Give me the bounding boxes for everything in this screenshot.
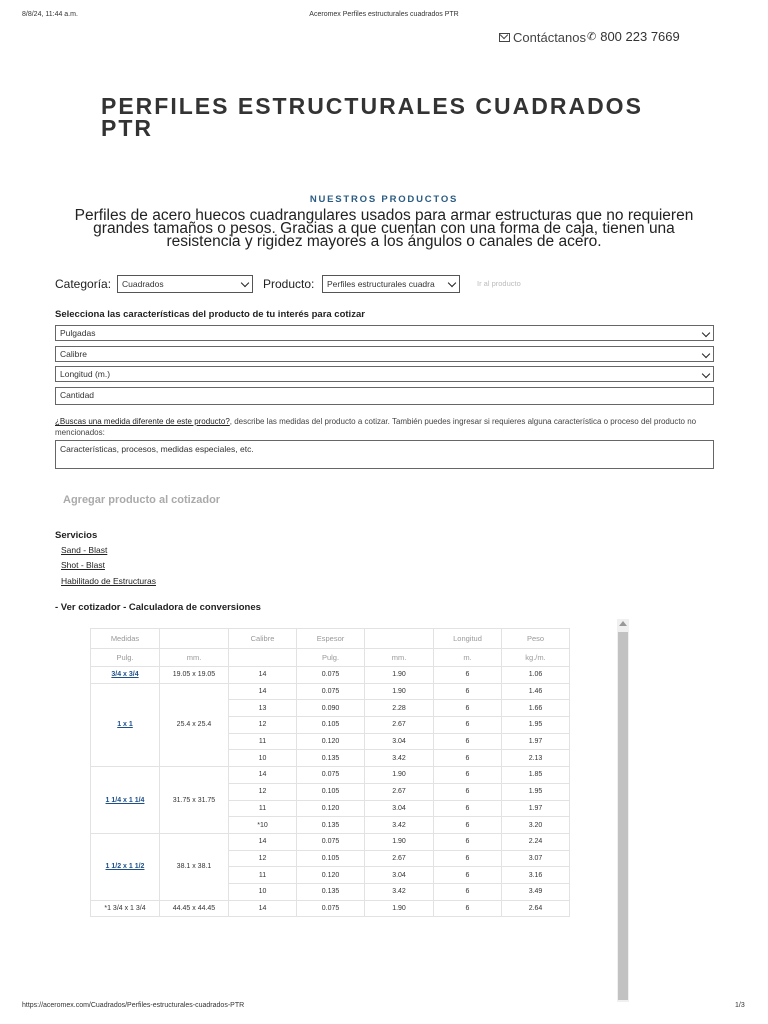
weight-cell: 2.24 [502,833,570,850]
gauge-cell: 14 [229,683,297,700]
table-header: Longitud [434,629,502,649]
table-subheader [229,649,297,667]
gauge-cell: 14 [229,767,297,784]
product-value: Perfiles estructurales cuadra [327,279,435,289]
weight-cell: 1.46 [502,683,570,700]
table-subheader: mm. [365,649,434,667]
size-mm-cell: 38.1 x 38.1 [160,833,229,900]
gauge-cell: 11 [229,800,297,817]
specs-textarea[interactable] [55,440,714,469]
length-cell: 6 [434,683,502,700]
size-inches-cell[interactable]: 3/4 x 3/4 [91,667,160,684]
gauge-select[interactable] [55,346,714,362]
table-body [91,667,570,917]
weight-cell: 3.20 [502,817,570,834]
service-link-sand-blast[interactable]: Sand - Blast [61,545,108,555]
gauge-cell: 14 [229,667,297,684]
thickness-mm-cell: 2.67 [365,783,434,800]
length-cell: 6 [434,717,502,734]
thickness-in-cell: 0.135 [297,750,365,767]
thickness-mm-cell: 1.90 [365,667,434,684]
custom-size-text: , describe las medidas del producto a cotizar. También puedes ingresar si requieres alguna característica o proceso del producto no mencionados: [55,417,697,437]
thickness-in-cell: 0.105 [297,783,365,800]
unit-select[interactable] [55,325,714,341]
chevron-down-icon [702,350,710,358]
size-mm-cell: 19.05 x 19.05 [160,667,229,684]
weight-cell: 1.97 [502,800,570,817]
thickness-mm-cell: 2.67 [365,850,434,867]
custom-size-link[interactable]: ¿Buscas una medida diferente de este producto? [55,417,230,426]
thickness-mm-cell: 1.90 [365,900,434,917]
thickness-in-cell: 0.120 [297,733,365,750]
phone-number: 800 223 7669 [600,29,680,44]
product-label: Producto: [263,277,315,291]
length-cell: 6 [434,783,502,800]
thickness-mm-cell: 3.42 [365,883,434,900]
print-datetime: 8/8/24, 11:44 a.m. [22,11,78,18]
thickness-in-cell: 0.120 [297,800,365,817]
thickness-in-cell: 0.075 [297,833,365,850]
weight-cell: 3.49 [502,883,570,900]
length-cell: 6 [434,733,502,750]
scroll-up-arrow-icon[interactable] [619,621,627,626]
section-kicker: NUESTROS PRODUCTOS [309,194,459,205]
gauge-cell: 12 [229,717,297,734]
gauge-cell: 11 [229,867,297,884]
thickness-mm-cell: 1.90 [365,833,434,850]
weight-cell: 1.95 [502,783,570,800]
print-url: https://aceromex.com/Cuadrados/Perfiles-estructurales-cuadrados-PTR [22,1002,245,1009]
thickness-in-cell: 0.090 [297,700,365,717]
thickness-mm-cell: 3.04 [365,733,434,750]
table-header: Calibre [229,629,297,649]
length-select-value: Longitud (m.) [60,369,111,379]
table-subheader-row [91,649,570,667]
size-mm-cell: 44.45 x 44.45 [160,900,229,917]
thickness-in-cell: 0.075 [297,900,365,917]
services-title: Servicios [55,530,98,541]
weight-cell: 3.07 [502,850,570,867]
thickness-in-cell: 0.105 [297,717,365,734]
weight-cell: 1.97 [502,733,570,750]
gauge-cell: 12 [229,850,297,867]
chevron-down-icon [448,279,456,287]
table-row [91,667,570,684]
gauge-cell: 13 [229,700,297,717]
thickness-mm-cell: 2.28 [365,700,434,717]
gauge-cell: 10 [229,883,297,900]
table-subheader: Pulg. [297,649,365,667]
print-page-title: Aceromex Perfiles estructurales cuadrados PTR [309,11,459,18]
gauge-cell: 14 [229,900,297,917]
thickness-mm-cell: 1.90 [365,683,434,700]
quantity-placeholder: Cantidad [60,390,95,400]
thickness-mm-cell: 3.42 [365,750,434,767]
category-value: Cuadrados [122,279,164,289]
length-cell: 6 [434,900,502,917]
product-select[interactable] [322,275,460,293]
length-cell: 6 [434,833,502,850]
custom-size-note [55,416,705,438]
weight-cell: 1.95 [502,717,570,734]
product-description: Perfiles de acero huecos cuadrangulares usados para armar estructuras que no requieren grandes tamaños o pesos. Gracias a que cuentan con una forma de caja, tienen una resistencia y rigidez mayores a los ángulos o canales de acero. [74,207,694,250]
size-inches-cell[interactable]: 1 1/4 x 1 1/4 [91,767,160,834]
spec-table [90,628,570,917]
thickness-in-cell: 0.135 [297,817,365,834]
quote-calculator-links[interactable]: - Ver cotizador - Calculadora de conversiones [55,602,261,613]
thickness-mm-cell: 3.04 [365,800,434,817]
table-row [91,900,570,917]
thickness-in-cell: 0.120 [297,867,365,884]
contact-link[interactable] [499,30,586,45]
gauge-cell: *10 [229,817,297,834]
chevron-down-icon [702,329,710,337]
thickness-in-cell: 0.075 [297,667,365,684]
table-header-row [91,629,570,649]
gauge-cell: 12 [229,783,297,800]
table-subheader: Pulg. [91,649,160,667]
gauge-cell: 11 [229,733,297,750]
size-mm-cell: 25.4 x 25.4 [160,683,229,766]
thickness-mm-cell: 2.67 [365,717,434,734]
quantity-input[interactable] [55,387,714,405]
service-link-shot-blast[interactable]: Shot - Blast [61,560,105,570]
length-cell: 6 [434,867,502,884]
chevron-down-icon [702,370,710,378]
table-row [91,833,570,850]
weight-cell: 1.85 [502,767,570,784]
table-subheader: kg./m. [502,649,570,667]
length-cell: 6 [434,700,502,717]
length-cell: 6 [434,883,502,900]
weight-cell: 3.16 [502,867,570,884]
length-cell: 6 [434,850,502,867]
table-header: Medidas [91,629,160,649]
gauge-cell: 10 [229,750,297,767]
size-inches-cell: *1 3/4 x 1 3/4 [91,900,160,917]
table-row [91,683,570,700]
category-label: Categoría: [55,277,112,291]
weight-cell: 1.66 [502,700,570,717]
table-header: Espesor [297,629,365,649]
add-to-quote-button[interactable]: Agregar producto al cotizador [63,494,221,506]
print-page-number: 1/3 [735,1002,745,1009]
table-header [365,629,434,649]
size-mm-cell: 31.75 x 31.75 [160,767,229,834]
gauge-select-value: Calibre [60,349,87,359]
gauge-cell: 14 [229,833,297,850]
size-inches-cell[interactable]: 1 1/2 x 1 1/2 [91,833,160,900]
table-header [160,629,229,649]
length-cell: 6 [434,750,502,767]
length-cell: 6 [434,800,502,817]
thickness-in-cell: 0.105 [297,850,365,867]
thickness-mm-cell: 3.42 [365,817,434,834]
table-subheader: m. [434,649,502,667]
go-to-product-link[interactable]: Ir al producto [477,279,521,288]
weight-cell: 2.13 [502,750,570,767]
length-cell: 6 [434,817,502,834]
thickness-in-cell: 0.075 [297,683,365,700]
thickness-in-cell: 0.135 [297,883,365,900]
contact-label: Contáctanos [513,30,586,45]
thickness-mm-cell: 3.04 [365,867,434,884]
thickness-mm-cell: 1.90 [365,767,434,784]
size-inches-cell[interactable]: 1 x 1 [91,683,160,766]
service-link-habilitado[interactable]: Habilitado de Estructuras [61,576,156,586]
weight-cell: 2.64 [502,900,570,917]
table-row [91,767,570,784]
thickness-in-cell: 0.075 [297,767,365,784]
length-select[interactable] [55,366,714,382]
specs-placeholder: Características, procesos, medidas especiales, etc. [60,444,254,454]
unit-select-value: Pulgadas [60,328,96,338]
table-header: Peso [502,629,570,649]
length-cell: 6 [434,767,502,784]
mail-icon [499,33,510,42]
phone-icon: ✆ [587,31,597,43]
weight-cell: 1.06 [502,667,570,684]
scrollbar-thumb[interactable] [618,632,628,1000]
table-subheader: mm. [160,649,229,667]
quote-section-title: Selecciona las características del producto de tu interés para cotizar [55,309,365,320]
category-select[interactable] [117,275,253,293]
length-cell: 6 [434,667,502,684]
page-title: PERFILES ESTRUCTURALES CUADRADOS PTR [101,93,643,141]
phone-link[interactable] [587,29,680,44]
chevron-down-icon [241,279,249,287]
